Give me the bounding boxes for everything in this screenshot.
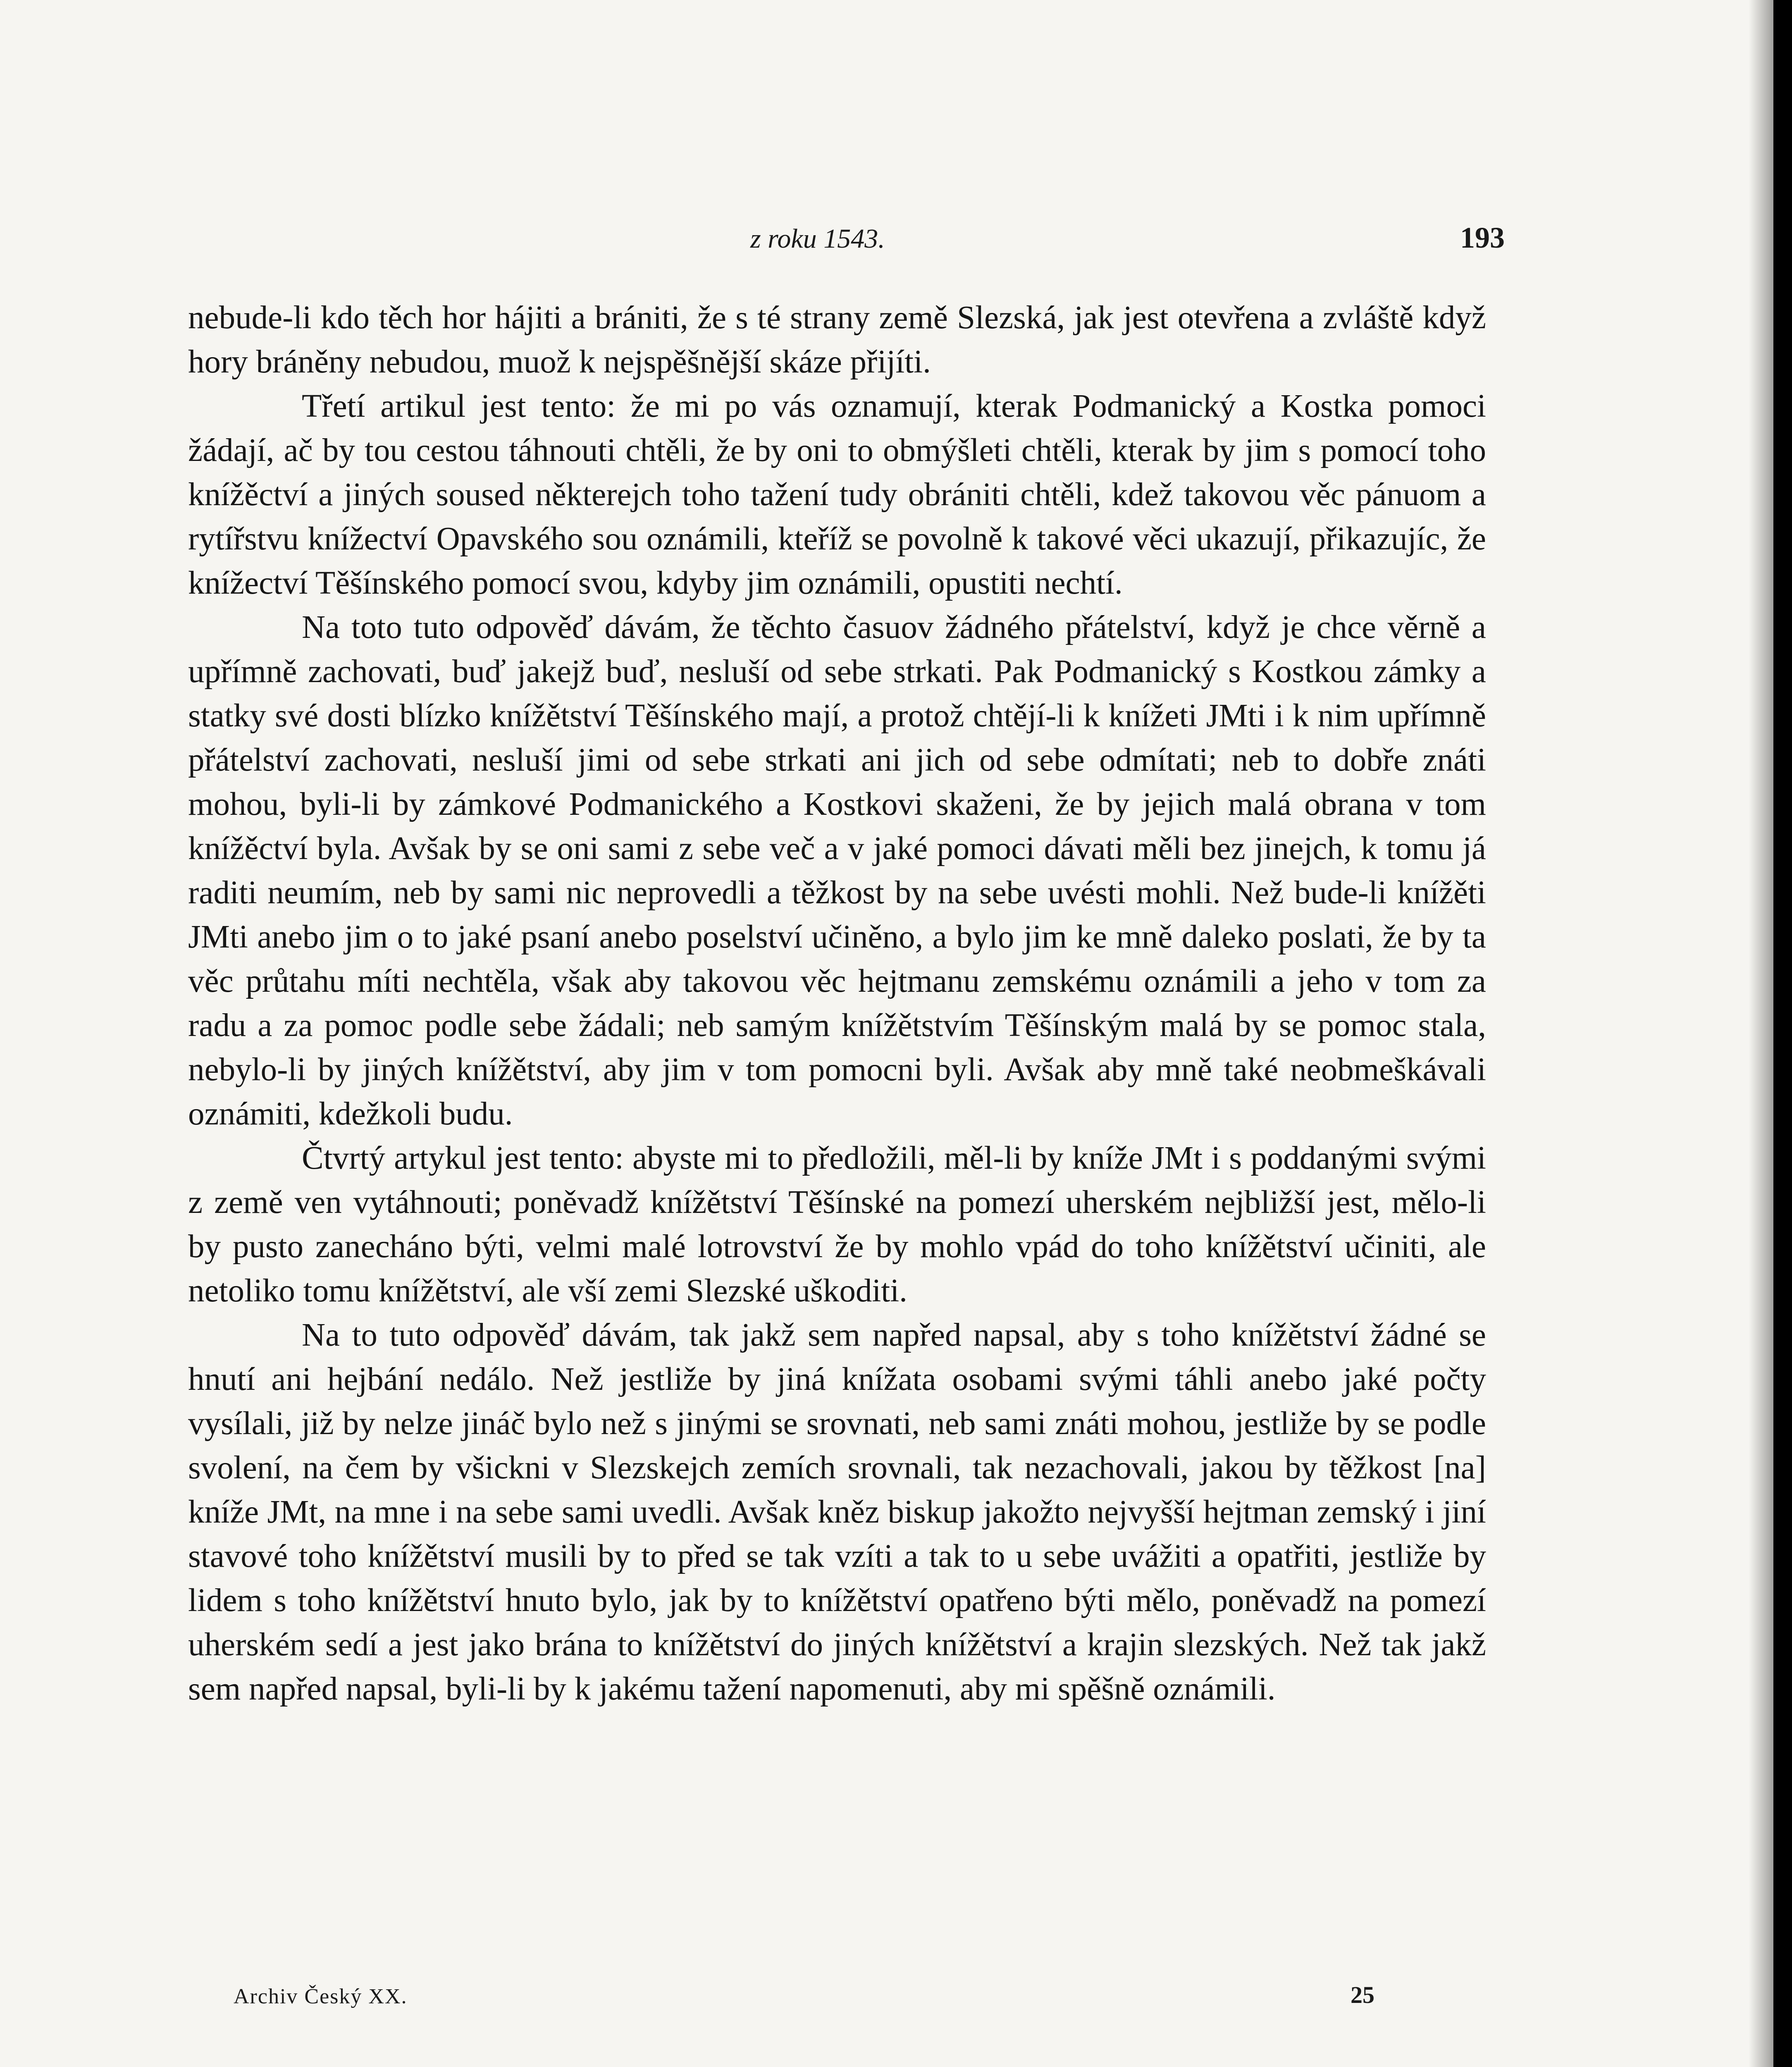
paragraph-5: Na to tuto odpověď dávám, tak jakž sem napřed napsal, aby s toho knížětství žádné se hnutí ani hejbání nedálo. Než jestliže by jiná knížata osobami svými táhli anebo jaké počty vysílali, již by nelze jináč bylo než s jinými se srovnati, neb sami znáti mohou, jestliže by se podle svolení, na čem by všickni v Slezskejch zemích srovnali, tak nezachovali, jakou by těžkost [na] kníže JMt, na mne i na sebe sami uvedli. Avšak kněz biskup jakožto nejvyšší hejtman zemský i jiní stavové toho knížětství musili by to před se tak vzíti a tak to u sebe uvážiti a opatřiti, jestliže by lidem s toho knížětství hnuto bylo, jak by to knížětství opatřeno býti mělo, poněvadž na pomezí uherském sedí a jest jako brána to knížětství do jiných knížětství a krajin slezských. Než tak jakž sem napřed napsal, byli-li by k jakému tažení napomenuti, aby mi spěšně oznámili. (188, 1317, 1486, 1707)
body-text (188, 296, 1486, 1711)
page-footer (234, 1981, 1374, 2017)
paragraph-1: nebude-li kdo těch hor hájiti a brániti, že s té strany země Slezská, jak jest otevřena a zvláště když hory bráněny nebudou, muož k nejspěšnější skáze přijíti. (188, 300, 1486, 380)
paragraph-2: Třetí artikul jest tento: že mi po vás oznamují, kterak Podmanický a Kostka pomoci žádají, ač by tou cestou táhnouti chtěli, že by oni to obmýšleti chtěli, kterak by jim s pomocí toho knížěctví a jiných soused některejch toho tažení tudy obrániti chtěli, kdež takovou věc pánuom a rytířstvu knížectví Opavského sou oznámili, kteříž se povolně k takové věci ukazují, přikazujíc, že knížectví Těšínského pomocí svou, kdyby jim oznámili, opustiti nechtí. (188, 388, 1486, 601)
page-number: 193 (1460, 221, 1505, 254)
page-edge-shadow (1749, 0, 1773, 2067)
sheet-number: 25 (1351, 1981, 1374, 2008)
paragraph-3: Na toto tuto odpověď dávám, že těchto časuov žádného přátelství, když je chce věrně a upřímně zachovati, buď jakejž buď, nesluší od sebe strkati. Pak Podmanický s Kostkou zámky a statky své dosti blízko knížětství Těšínského mají, a protož chtějí-li k knížeti JMti i k nim upřímně přátelství zachovati, nesluší jimi od sebe strkati ani jich od sebe odmítati; neb to dobře znáti mohou, byli-li by zámkové Podmanického a Kostkovi skaženi, že by jejich malá obrana v tom knížěctví byla. Avšak by se oni sami z sebe več a v jaké pomoci dávati měli bez jinejch, k tomu já raditi neumím, neb by sami nic neprovedli a těžkost by na sebe uvésti mohli. Než bude-li knížěti JMti anebo jim o to jaké psaní anebo poselství učiněno, a bylo jim ke mně daleko poslati, že by ta věc průtahu míti nechtěla, však aby takovou věc hejtmanu zemskému oznámili a jeho v tom za radu a za pomoc podle sebe žádali; neb samým knížětstvím Těšínským malá by se pomoc stala, nebylo-li by jiných knížětství, aby jim v tom pomocni byli. Avšak aby mně také neobmeškávali oznámiti, kdežkoli budu. (188, 609, 1486, 1132)
paragraph-4: Čtvrtý artykul jest tento: abyste mi to předložili, měl-li by kníže JMt i s poddanými svými z země ven vytáhnouti; poněvadž knížětství Těšínské na pomezí uherském nejbližší jest, mělo-li by pusto zanecháno býti, velmi malé lotrovství že by mohlo vpád do toho knížětství učiniti, ale netoliko tomu knížětství, ale vší zemi Slezské uškoditi. (188, 1140, 1486, 1309)
page-header (188, 215, 1505, 273)
footer-signature: Archiv Český XX. (234, 1985, 408, 2008)
running-title: z roku 1543. (750, 224, 885, 254)
